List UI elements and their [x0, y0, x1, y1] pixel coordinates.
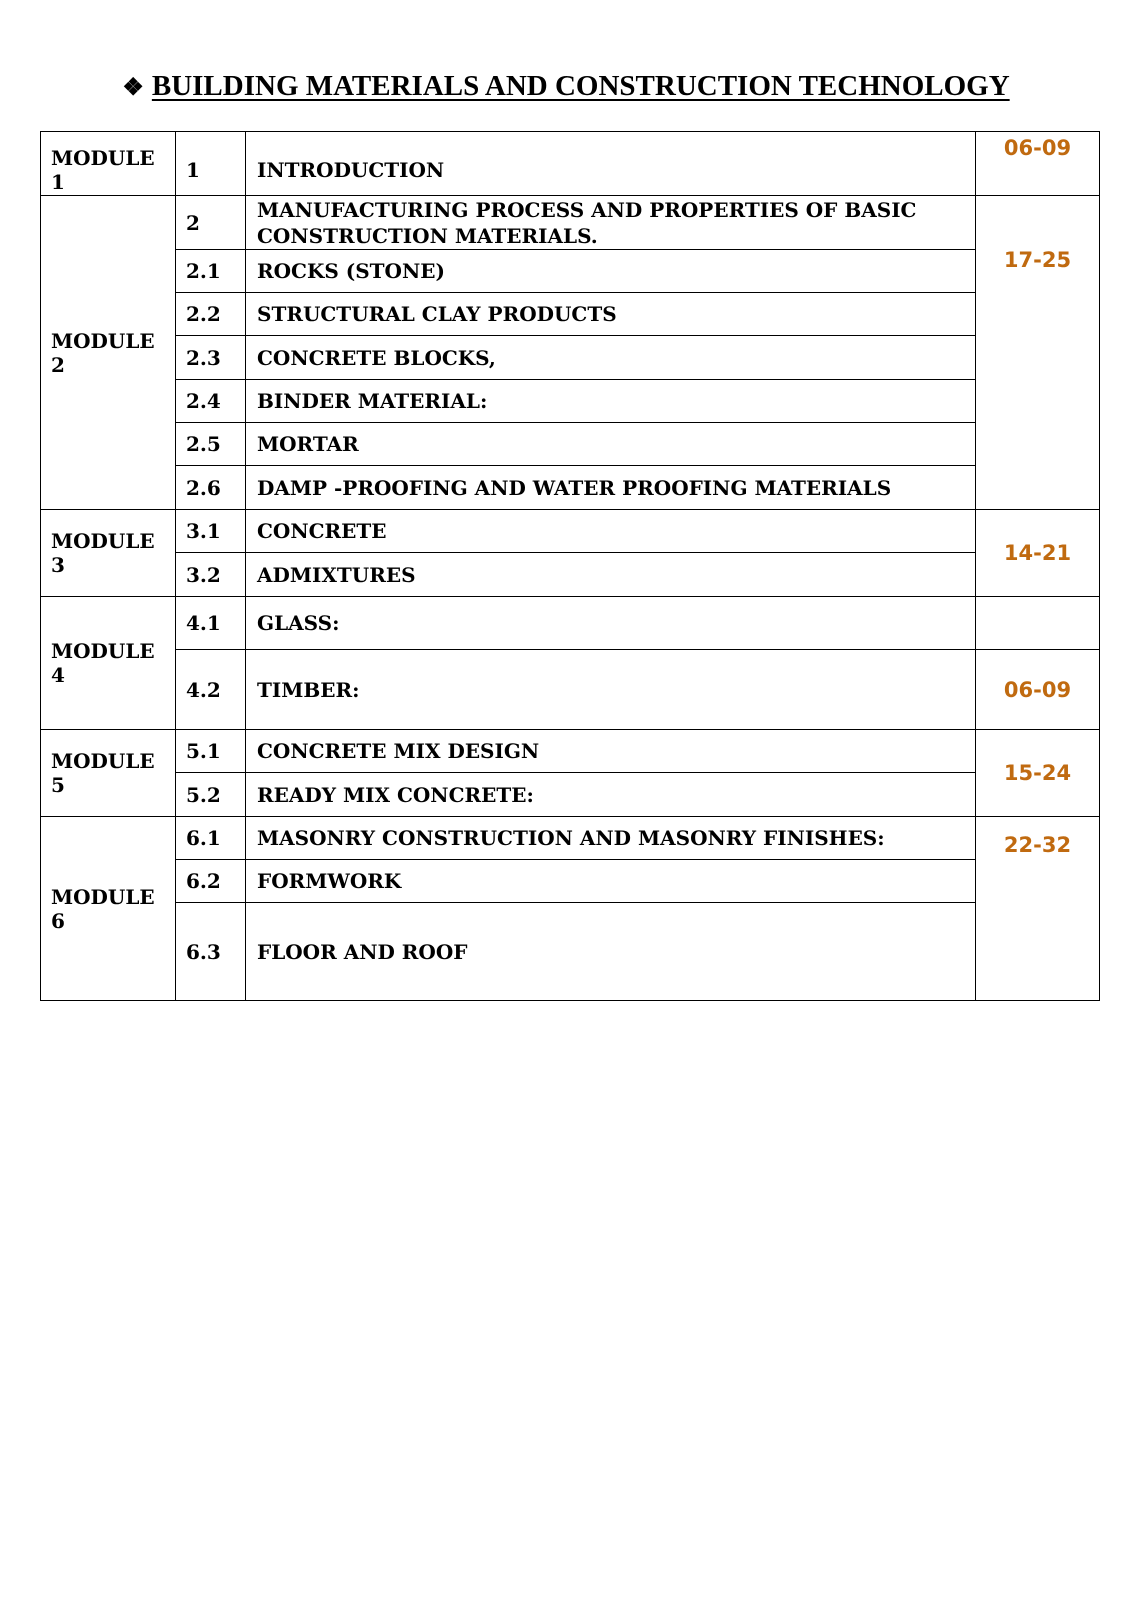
page-range: 15-24 — [976, 730, 1100, 817]
topic-number: 1 — [176, 132, 246, 196]
topic-number: 2.4 — [176, 380, 246, 423]
syllabus-table — [40, 131, 1100, 1001]
module-label: MODULE 1 — [41, 132, 176, 196]
table-row — [41, 817, 1100, 860]
table-row — [41, 773, 1100, 817]
topic-title: ROCKS (STONE) — [246, 250, 976, 293]
table-row — [41, 336, 1100, 380]
topic-title: FLOOR AND ROOF — [246, 903, 976, 1001]
topic-number: 2.3 — [176, 336, 246, 380]
page-range: 22-32 — [976, 817, 1100, 1001]
topic-title: READY MIX CONCRETE: — [246, 773, 976, 817]
topic-number: 2.6 — [176, 466, 246, 510]
topic-title: DAMP -PROOFING AND WATER PROOFING MATERIALS — [246, 466, 976, 510]
module-label: MODULE 2 — [41, 196, 176, 510]
topic-number: 4.1 — [176, 597, 246, 650]
topic-title: CONCRETE BLOCKS, — [246, 336, 976, 380]
table-row — [41, 132, 1100, 196]
topic-number: 2.1 — [176, 250, 246, 293]
topic-number: 2.2 — [176, 293, 246, 336]
page-range: 14-21 — [976, 510, 1100, 597]
table-row — [41, 650, 1100, 730]
table-row — [41, 423, 1100, 466]
topic-title: MANUFACTURING PROCESS AND PROPERTIES OF BASIC CONSTRUCTION MATERIALS. — [246, 196, 976, 250]
table-row — [41, 250, 1100, 293]
page-title — [0, 70, 1132, 103]
table-row — [41, 196, 1100, 250]
topic-number: 6.1 — [176, 817, 246, 860]
topic-title: STRUCTURAL CLAY PRODUCTS — [246, 293, 976, 336]
table-row — [41, 597, 1100, 650]
table-row — [41, 510, 1100, 553]
table-row — [41, 730, 1100, 773]
module-label: MODULE 5 — [41, 730, 176, 817]
page-range: 06-09 — [976, 650, 1100, 730]
topic-title: ADMIXTURES — [246, 553, 976, 597]
topic-number: 2 — [176, 196, 246, 250]
table-row — [41, 553, 1100, 597]
topic-number: 2.5 — [176, 423, 246, 466]
page-range: 17-25 — [976, 196, 1100, 510]
topic-title: GLASS: — [246, 597, 976, 650]
module-label: MODULE 4 — [41, 597, 176, 730]
diamond-bullet-icon: ❖ — [122, 75, 144, 101]
page-title-text: BUILDING MATERIALS AND CONSTRUCTION TECHNOLOGY — [151, 70, 1010, 102]
topic-title: TIMBER: — [246, 650, 976, 730]
topic-number: 5.2 — [176, 773, 246, 817]
topic-number: 5.1 — [176, 730, 246, 773]
module-label: MODULE 6 — [41, 817, 176, 1001]
topic-title: CONCRETE — [246, 510, 976, 553]
topic-title: CONCRETE MIX DESIGN — [246, 730, 976, 773]
table-row — [41, 860, 1100, 903]
topic-number: 3.2 — [176, 553, 246, 597]
topic-title: INTRODUCTION — [246, 132, 976, 196]
topic-number: 6.3 — [176, 903, 246, 1001]
topic-number: 6.2 — [176, 860, 246, 903]
topic-title: MORTAR — [246, 423, 976, 466]
table-row — [41, 466, 1100, 510]
empty-pages-cell — [976, 597, 1100, 650]
topic-number: 3.1 — [176, 510, 246, 553]
topic-title: BINDER MATERIAL: — [246, 380, 976, 423]
table-row — [41, 903, 1100, 1001]
topic-title: MASONRY CONSTRUCTION AND MASONRY FINISHES: — [246, 817, 976, 860]
page-range: 06-09 — [976, 132, 1100, 196]
table-row — [41, 380, 1100, 423]
topic-number: 4.2 — [176, 650, 246, 730]
module-label: MODULE 3 — [41, 510, 176, 597]
table-row — [41, 293, 1100, 336]
topic-title: FORMWORK — [246, 860, 976, 903]
